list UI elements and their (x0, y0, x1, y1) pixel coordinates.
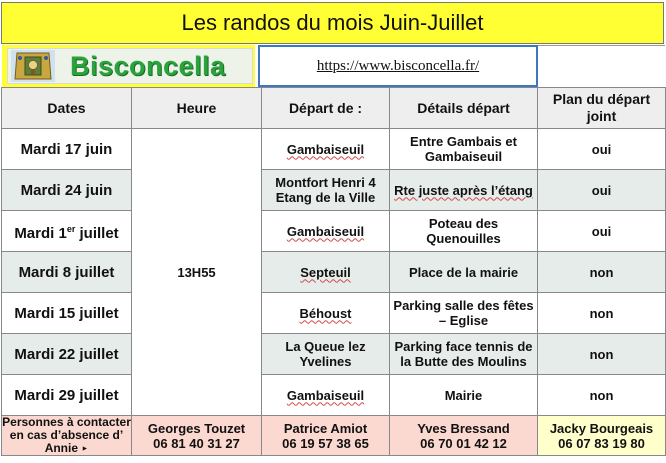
row-date-suffix: juillet (75, 224, 119, 242)
row-plan: oui (538, 170, 666, 211)
row-date: Mardi 8 juillet (2, 252, 132, 293)
header-row (2, 88, 666, 129)
row-depart-text: Gambaiseuil (286, 141, 365, 157)
row-details-text: Rte juste après l’étang (394, 182, 533, 198)
website-link[interactable]: https://www.bisconcella.fr/ (316, 57, 480, 74)
empty-header-cell (538, 45, 665, 87)
row-depart (262, 129, 390, 170)
row-depart-text: Septeuil (300, 264, 351, 280)
row-heure: 13H55 (132, 129, 262, 416)
row-date (2, 211, 132, 252)
header-heure: Heure (132, 88, 262, 129)
contact-phone: 06 70 01 42 12 (420, 435, 507, 451)
row-plan: non (538, 252, 666, 293)
contact-name: Yves Bressand (417, 420, 510, 436)
contact-phone: 06 07 83 19 80 (558, 435, 645, 451)
row-date: Mardi 29 juillet (2, 375, 132, 416)
row-details: Poteau des Quenouilles (390, 211, 538, 252)
header-depart: Départ de : (262, 88, 390, 129)
logo-text: Bisconcella (70, 51, 226, 81)
contact-person (132, 416, 262, 456)
row-depart-text: Gambaiseuil (286, 387, 365, 403)
table-row (2, 129, 666, 170)
row-depart: Montfort Henri 4 Etang de la Ville (262, 170, 390, 211)
logo-banner (7, 48, 253, 84)
row-date: Mardi 22 juillet (2, 334, 132, 375)
crest-emblem-icon (11, 50, 55, 82)
table-row (2, 170, 666, 211)
contact-row (2, 416, 666, 456)
contact-label (2, 416, 132, 456)
row-depart-text: Béhoust (299, 305, 352, 321)
row-plan: oui (538, 129, 666, 170)
contact-name: Jacky Bourgeais (549, 420, 654, 436)
row-details: Mairie (390, 375, 538, 416)
row-plan: non (538, 293, 666, 334)
schedule-table (1, 87, 666, 456)
row-details: Parking salle des fêtes – Eglise (390, 293, 538, 334)
header-details: Détails départ (390, 88, 538, 129)
contact-label-text: Personnes à contacter en cas d’absence d’ Annie (2, 415, 131, 455)
row-plan: non (538, 375, 666, 416)
contact-person (390, 416, 538, 456)
row-depart (262, 375, 390, 416)
table-row (2, 211, 666, 252)
contact-person (262, 416, 390, 456)
page-title: Les randos du mois Juin-Juillet (1, 2, 664, 44)
row-depart (262, 211, 390, 252)
header-dates: Dates (2, 88, 132, 129)
header-plan: Plan du départ joint (538, 88, 666, 129)
contact-phone: 06 19 57 38 65 (282, 435, 369, 451)
row-date: Mardi 24 juin (2, 170, 132, 211)
table-row (2, 252, 666, 293)
row-date: Mardi 15 juillet (2, 293, 132, 334)
contact-person (538, 416, 666, 456)
row-date: Mardi 17 juin (2, 129, 132, 170)
row-details (390, 170, 538, 211)
contact-name: Georges Touzet (147, 420, 246, 436)
row-plan: oui (538, 211, 666, 252)
triangle-right-icon: ► (81, 445, 89, 453)
row-plan: non (538, 334, 666, 375)
table-row (2, 334, 666, 375)
row-depart: La Queue lez Yvelines (262, 334, 390, 375)
row-depart (262, 252, 390, 293)
contact-name: Patrice Amiot (283, 420, 368, 436)
logo-cell (2, 45, 255, 87)
table-row (2, 375, 666, 416)
row-date-prefix: Mardi 1 (14, 224, 67, 242)
website-cell (258, 45, 538, 87)
row-details: Entre Gambais et Gambaiseuil (390, 129, 538, 170)
row-depart-text: Gambaiseuil (286, 223, 365, 239)
row-details: Place de la mairie (390, 252, 538, 293)
row-date-sup: er (66, 223, 76, 234)
table-row (2, 293, 666, 334)
row-depart (262, 293, 390, 334)
row-details: Parking face tennis de la Butte des Moulins (390, 334, 538, 375)
contact-phone: 06 81 40 31 27 (153, 435, 240, 451)
